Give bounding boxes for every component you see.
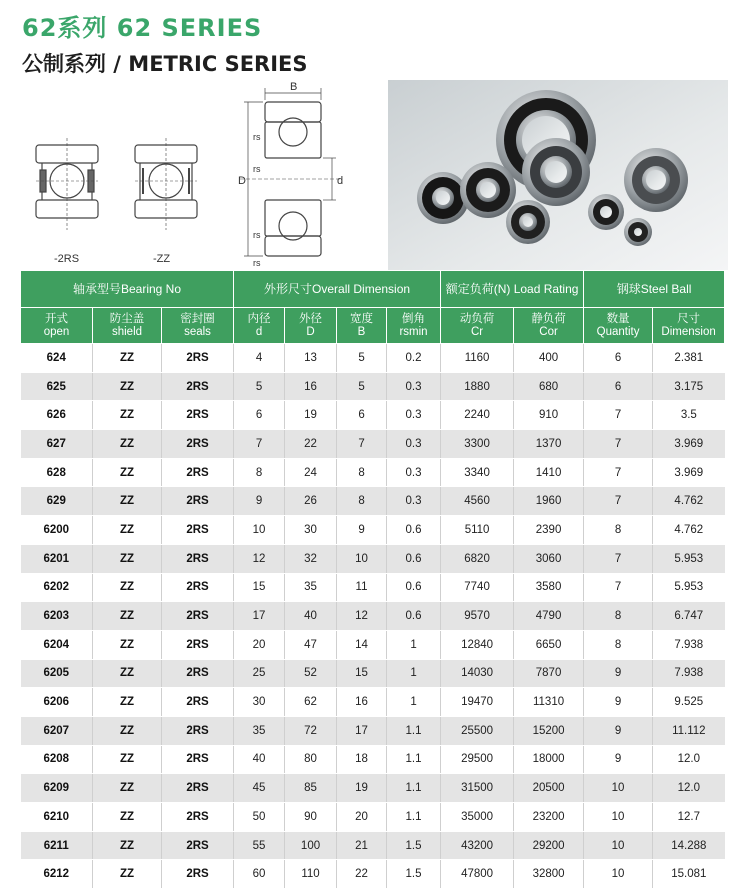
subheader-inner-diameter: 内径 d [234, 308, 285, 344]
cell-rsmin: 0.3 [387, 430, 441, 459]
header-overall-dimension: 外形尺寸Overall Dimension [234, 271, 441, 308]
cell-Cr: 3300 [441, 430, 514, 459]
dim-D-label: D [238, 175, 246, 187]
cell-rsmin: 0.6 [387, 516, 441, 545]
cell-ball-quantity: 10 [584, 803, 653, 832]
cell-shield: ZZ [93, 745, 162, 774]
table-row [21, 803, 725, 832]
cell-shield: ZZ [93, 659, 162, 688]
cell-ball-quantity: 10 [584, 774, 653, 803]
table-row [21, 487, 725, 516]
cell-d: 12 [234, 544, 285, 573]
cell-ball-quantity: 7 [584, 487, 653, 516]
table-row [21, 745, 725, 774]
cell-ball-quantity: 8 [584, 516, 653, 545]
cell-rsmin: 1 [387, 659, 441, 688]
subheader-dynamic-load: 动负荷 Cr [441, 308, 514, 344]
cell-ball-dimension: 7.938 [653, 630, 725, 659]
cell-Cor: 32800 [514, 860, 584, 889]
cell-shield: ZZ [93, 430, 162, 459]
cell-Cor: 29200 [514, 831, 584, 860]
cell-D: 72 [285, 716, 337, 745]
cell-d: 35 [234, 716, 285, 745]
cell-shield: ZZ [93, 716, 162, 745]
cell-D: 30 [285, 516, 337, 545]
cell-Cor: 23200 [514, 803, 584, 832]
cell-seals: 2RS [162, 745, 234, 774]
cell-shield: ZZ [93, 602, 162, 631]
cell-Cor: 400 [514, 344, 584, 373]
subheader-ball-quantity: 数量 Quantity [584, 308, 653, 344]
bearing-2rs-drawing [36, 138, 98, 230]
cell-open: 6202 [21, 573, 93, 602]
cell-seals: 2RS [162, 774, 234, 803]
cell-ball-quantity: 9 [584, 716, 653, 745]
cell-shield: ZZ [93, 573, 162, 602]
cell-seals: 2RS [162, 860, 234, 889]
cell-shield: ZZ [93, 544, 162, 573]
cell-rsmin: 1.5 [387, 831, 441, 860]
cell-open: 6209 [21, 774, 93, 803]
cell-D: 16 [285, 372, 337, 401]
small-bearing-right [588, 194, 624, 230]
header-load-rating: 额定负荷(N) Load Rating [441, 271, 584, 308]
cell-Cr: 5110 [441, 516, 514, 545]
small-bearing-center [506, 200, 550, 244]
cell-seals: 2RS [162, 630, 234, 659]
cell-rsmin: 0.6 [387, 602, 441, 631]
cell-Cor: 680 [514, 372, 584, 401]
table-row [21, 372, 725, 401]
cell-Cr: 31500 [441, 774, 514, 803]
label-zz: -ZZ [153, 253, 171, 265]
cell-open: 628 [21, 458, 93, 487]
cell-D: 62 [285, 688, 337, 717]
subheader-ball-dimension: 尺寸 Dimension [653, 308, 725, 344]
cell-open: 6200 [21, 516, 93, 545]
cell-Cor: 1370 [514, 430, 584, 459]
cell-rsmin: 0.3 [387, 458, 441, 487]
cell-shield: ZZ [93, 860, 162, 889]
cell-D: 47 [285, 630, 337, 659]
cell-Cr: 3340 [441, 458, 514, 487]
page-subtitle: 公制系列 / METRIC SERIES [22, 52, 308, 76]
cell-open: 629 [21, 487, 93, 516]
cell-seals: 2RS [162, 401, 234, 430]
cell-ball-dimension: 3.969 [653, 430, 725, 459]
cell-open: 626 [21, 401, 93, 430]
table-row [21, 659, 725, 688]
cell-Cor: 4790 [514, 602, 584, 631]
cell-Cr: 1880 [441, 372, 514, 401]
cell-ball-dimension: 12.0 [653, 774, 725, 803]
cell-seals: 2RS [162, 487, 234, 516]
cell-d: 20 [234, 630, 285, 659]
cell-ball-quantity: 9 [584, 688, 653, 717]
table-row [21, 344, 725, 373]
dim-rs-label-4: rs [253, 258, 261, 268]
cell-ball-dimension: 11.112 [653, 716, 725, 745]
cell-rsmin: 0.6 [387, 573, 441, 602]
cell-ball-dimension: 12.7 [653, 803, 725, 832]
cell-shield: ZZ [93, 487, 162, 516]
cell-ball-quantity: 7 [584, 544, 653, 573]
cell-d: 15 [234, 573, 285, 602]
cell-D: 26 [285, 487, 337, 516]
cell-ball-dimension: 4.762 [653, 516, 725, 545]
cell-B: 17 [337, 716, 387, 745]
table-row [21, 430, 725, 459]
cell-Cor: 15200 [514, 716, 584, 745]
cell-ball-quantity: 9 [584, 745, 653, 774]
cell-ball-quantity: 8 [584, 602, 653, 631]
table-row [21, 458, 725, 487]
table-row [21, 630, 725, 659]
cell-B: 5 [337, 344, 387, 373]
cell-D: 22 [285, 430, 337, 459]
cell-ball-quantity: 7 [584, 430, 653, 459]
cell-open: 6211 [21, 831, 93, 860]
cell-D: 52 [285, 659, 337, 688]
cell-D: 110 [285, 860, 337, 889]
cell-B: 7 [337, 430, 387, 459]
cell-ball-dimension: 2.381 [653, 344, 725, 373]
cell-d: 8 [234, 458, 285, 487]
cell-Cr: 1160 [441, 344, 514, 373]
cell-seals: 2RS [162, 516, 234, 545]
cell-Cor: 6650 [514, 630, 584, 659]
cell-Cr: 35000 [441, 803, 514, 832]
cell-D: 35 [285, 573, 337, 602]
cell-B: 10 [337, 544, 387, 573]
cell-Cor: 20500 [514, 774, 584, 803]
cell-open: 627 [21, 430, 93, 459]
cell-ball-quantity: 6 [584, 372, 653, 401]
cell-shield: ZZ [93, 688, 162, 717]
cell-B: 20 [337, 803, 387, 832]
cell-open: 6212 [21, 860, 93, 889]
dim-rs-label-3: rs [253, 230, 261, 240]
cell-Cor: 11310 [514, 688, 584, 717]
cell-ball-quantity: 10 [584, 831, 653, 860]
table-row [21, 573, 725, 602]
bearing-cross-section-drawings [20, 80, 390, 270]
cell-Cr: 2240 [441, 401, 514, 430]
cell-shield: ZZ [93, 803, 162, 832]
subheader-chamfer: 倒角 rsmin [387, 308, 441, 344]
table-row [21, 401, 725, 430]
cell-d: 45 [234, 774, 285, 803]
cell-D: 40 [285, 602, 337, 631]
dim-rs-label-1: rs [253, 132, 261, 142]
tiny-bearing [624, 218, 652, 246]
cell-D: 32 [285, 544, 337, 573]
subheader-open: 开式 open [21, 308, 93, 344]
cell-Cr: 14030 [441, 659, 514, 688]
dim-rs-label-2: rs [253, 164, 261, 174]
cell-rsmin: 1.1 [387, 803, 441, 832]
cell-rsmin: 1.1 [387, 716, 441, 745]
cell-ball-dimension: 6.747 [653, 602, 725, 631]
cell-shield: ZZ [93, 516, 162, 545]
cell-seals: 2RS [162, 573, 234, 602]
cell-d: 6 [234, 401, 285, 430]
cell-ball-dimension: 3.5 [653, 401, 725, 430]
cell-rsmin: 1 [387, 630, 441, 659]
cell-ball-dimension: 14.288 [653, 831, 725, 860]
cell-Cor: 2390 [514, 516, 584, 545]
table-row [21, 831, 725, 860]
cell-Cr: 19470 [441, 688, 514, 717]
cell-d: 9 [234, 487, 285, 516]
cell-ball-quantity: 7 [584, 573, 653, 602]
cell-seals: 2RS [162, 430, 234, 459]
cell-shield: ZZ [93, 344, 162, 373]
cell-Cor: 18000 [514, 745, 584, 774]
cell-B: 8 [337, 487, 387, 516]
cell-Cor: 3580 [514, 573, 584, 602]
cell-ball-quantity: 8 [584, 630, 653, 659]
cell-Cor: 3060 [514, 544, 584, 573]
cell-Cr: 25500 [441, 716, 514, 745]
cell-B: 8 [337, 458, 387, 487]
cell-seals: 2RS [162, 344, 234, 373]
table-row [21, 544, 725, 573]
cell-ball-quantity: 10 [584, 860, 653, 889]
cell-open: 6210 [21, 803, 93, 832]
cell-ball-quantity: 6 [584, 344, 653, 373]
cell-ball-dimension: 5.953 [653, 544, 725, 573]
cell-seals: 2RS [162, 716, 234, 745]
cell-d: 5 [234, 372, 285, 401]
cell-ball-quantity: 9 [584, 659, 653, 688]
cell-seals: 2RS [162, 831, 234, 860]
cell-B: 5 [337, 372, 387, 401]
table-row [21, 860, 725, 889]
cell-B: 12 [337, 602, 387, 631]
cell-rsmin: 0.3 [387, 401, 441, 430]
cell-open: 6201 [21, 544, 93, 573]
cell-open: 624 [21, 344, 93, 373]
cell-shield: ZZ [93, 831, 162, 860]
cell-seals: 2RS [162, 458, 234, 487]
cell-open: 6207 [21, 716, 93, 745]
cell-D: 80 [285, 745, 337, 774]
cell-B: 6 [337, 401, 387, 430]
cell-D: 85 [285, 774, 337, 803]
cell-seals: 2RS [162, 659, 234, 688]
cell-Cr: 12840 [441, 630, 514, 659]
cell-seals: 2RS [162, 372, 234, 401]
subheader-width: 宽度 B [337, 308, 387, 344]
cell-open: 6203 [21, 602, 93, 631]
cell-ball-dimension: 12.0 [653, 745, 725, 774]
cell-B: 22 [337, 860, 387, 889]
cell-B: 16 [337, 688, 387, 717]
cell-seals: 2RS [162, 688, 234, 717]
cell-d: 25 [234, 659, 285, 688]
label-2rs: -2RS [54, 253, 80, 265]
cell-rsmin: 1.1 [387, 745, 441, 774]
cell-open: 6204 [21, 630, 93, 659]
table-row [21, 688, 725, 717]
cell-rsmin: 0.2 [387, 344, 441, 373]
sealed-bearing-left-2 [460, 162, 516, 218]
cell-d: 4 [234, 344, 285, 373]
cell-rsmin: 0.3 [387, 487, 441, 516]
cell-D: 90 [285, 803, 337, 832]
page-title: 62系列 62 SERIES [22, 14, 263, 42]
cell-shield: ZZ [93, 774, 162, 803]
cell-shield: ZZ [93, 401, 162, 430]
cell-ball-quantity: 7 [584, 458, 653, 487]
cell-ball-quantity: 7 [584, 401, 653, 430]
table-row [21, 774, 725, 803]
cell-Cr: 9570 [441, 602, 514, 631]
cell-B: 19 [337, 774, 387, 803]
cell-ball-dimension: 4.762 [653, 487, 725, 516]
cell-Cr: 4560 [441, 487, 514, 516]
subheader-outer-diameter: 外径 D [285, 308, 337, 344]
cell-ball-dimension: 5.953 [653, 573, 725, 602]
cell-Cr: 7740 [441, 573, 514, 602]
cell-Cor: 1960 [514, 487, 584, 516]
cell-open: 625 [21, 372, 93, 401]
dim-B-label: B [290, 81, 298, 93]
cell-d: 60 [234, 860, 285, 889]
cell-shield: ZZ [93, 458, 162, 487]
cell-rsmin: 1 [387, 688, 441, 717]
cell-D: 100 [285, 831, 337, 860]
cell-open: 6205 [21, 659, 93, 688]
subheader-shield: 防尘盖 shield [93, 308, 162, 344]
dim-d-label: d [337, 175, 344, 187]
cell-d: 40 [234, 745, 285, 774]
open-bearing-center [522, 138, 590, 206]
header-steel-ball: 钢球Steel Ball [584, 271, 725, 308]
header-bearing-no: 轴承型号Bearing No [21, 271, 234, 308]
bearing-zz-drawing [135, 138, 197, 230]
cell-rsmin: 1.1 [387, 774, 441, 803]
cell-shield: ZZ [93, 372, 162, 401]
cell-d: 17 [234, 602, 285, 631]
cell-d: 30 [234, 688, 285, 717]
cell-ball-dimension: 3.969 [653, 458, 725, 487]
cell-Cor: 910 [514, 401, 584, 430]
bearing-product-photo [388, 80, 728, 270]
bearing-specification-table [20, 270, 725, 889]
cell-d: 50 [234, 803, 285, 832]
cell-Cor: 7870 [514, 659, 584, 688]
cell-shield: ZZ [93, 630, 162, 659]
cell-open: 6206 [21, 688, 93, 717]
cell-rsmin: 0.3 [387, 372, 441, 401]
cell-rsmin: 1.5 [387, 860, 441, 889]
cell-B: 21 [337, 831, 387, 860]
cell-B: 14 [337, 630, 387, 659]
cell-B: 15 [337, 659, 387, 688]
subheader-static-load: 静负荷 Cor [514, 308, 584, 344]
cell-D: 19 [285, 401, 337, 430]
cell-rsmin: 0.6 [387, 544, 441, 573]
cell-d: 55 [234, 831, 285, 860]
cell-ball-dimension: 3.175 [653, 372, 725, 401]
open-bearing-right [624, 148, 688, 212]
cell-D: 24 [285, 458, 337, 487]
cell-open: 6208 [21, 745, 93, 774]
cell-ball-dimension: 7.938 [653, 659, 725, 688]
cell-D: 13 [285, 344, 337, 373]
cell-Cr: 29500 [441, 745, 514, 774]
table-row [21, 602, 725, 631]
cell-d: 10 [234, 516, 285, 545]
cell-seals: 2RS [162, 602, 234, 631]
cell-ball-dimension: 15.081 [653, 860, 725, 889]
cell-seals: 2RS [162, 803, 234, 832]
cell-Cor: 1410 [514, 458, 584, 487]
table-row [21, 716, 725, 745]
cell-B: 9 [337, 516, 387, 545]
cell-d: 7 [234, 430, 285, 459]
cell-seals: 2RS [162, 544, 234, 573]
cell-Cr: 6820 [441, 544, 514, 573]
cell-Cr: 43200 [441, 831, 514, 860]
table-row [21, 516, 725, 545]
cell-B: 11 [337, 573, 387, 602]
subheader-seals: 密封圈 seals [162, 308, 234, 344]
cell-Cr: 47800 [441, 860, 514, 889]
cell-ball-dimension: 9.525 [653, 688, 725, 717]
cell-B: 18 [337, 745, 387, 774]
